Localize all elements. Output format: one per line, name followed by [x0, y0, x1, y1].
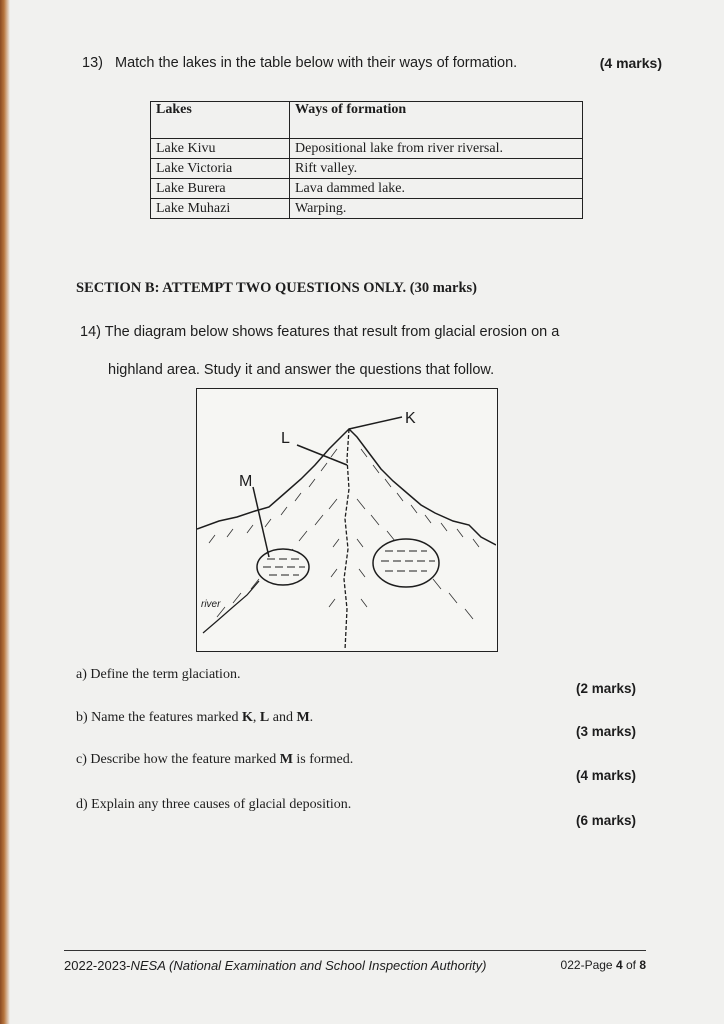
sub-letter: b): [76, 710, 88, 725]
question-marks: (4 marks): [599, 55, 662, 71]
table-header-row: [151, 102, 583, 139]
sub-text: .: [309, 710, 314, 725]
question-14d: [76, 797, 636, 828]
question-number: 13): [82, 55, 103, 71]
bold-m: M: [279, 752, 293, 767]
question-14a: [76, 667, 636, 696]
sub-text: Explain any three causes of glacial deposition.: [91, 797, 352, 812]
bold-k: K: [242, 710, 253, 725]
label-l: L: [281, 430, 290, 447]
k-pointer: [349, 417, 402, 429]
question-14c: [76, 752, 636, 783]
table-row: [151, 179, 583, 199]
table-cell: Lake Muhazi: [151, 199, 290, 219]
page-total: 8: [639, 958, 646, 972]
l-pointer: [297, 445, 347, 465]
table-cell: Warping.: [290, 199, 583, 219]
m-pointer: [253, 487, 269, 557]
question-14: [80, 313, 640, 389]
label-m: M: [239, 473, 253, 490]
bold-m: M: [296, 710, 310, 725]
arete-ridge: [344, 429, 349, 650]
diagram-drawing: [197, 389, 496, 650]
sub-letter: c): [76, 752, 87, 767]
label-river: river: [201, 599, 221, 610]
sub-marks: (3 marks): [575, 724, 636, 739]
lakes-table: [150, 101, 583, 219]
page-prefix: 022-Page: [560, 958, 616, 972]
sub-marks: (4 marks): [575, 768, 636, 783]
question-text: Match the lakes in the table below with their ways of formation.: [115, 55, 518, 71]
table-cell: Rift valley.: [290, 159, 583, 179]
sub-text: and: [269, 710, 297, 725]
table-row: [151, 199, 583, 219]
sub-text: ,: [252, 710, 260, 725]
table-cell: Lava dammed lake.: [290, 179, 583, 199]
sub-text: Name the features marked: [91, 710, 242, 725]
bold-l: L: [259, 710, 270, 725]
footer-rule: [64, 950, 646, 951]
sub-letter: d): [76, 797, 88, 812]
table-row: [151, 159, 583, 179]
table-row: [151, 139, 583, 159]
glacial-erosion-diagram: [196, 388, 498, 652]
label-k: K: [405, 410, 416, 427]
sub-marks: (6 marks): [575, 813, 636, 828]
page-current: 4: [615, 958, 623, 972]
right-tarn-lake: [373, 539, 439, 587]
sub-letter: a): [76, 667, 87, 682]
sub-text: Describe how the feature marked: [90, 752, 280, 767]
column-header: Lakes: [151, 102, 290, 139]
sub-text: Define the term glaciation.: [90, 667, 241, 682]
page-footer: [64, 958, 646, 973]
sub-text: is formed.: [292, 752, 354, 767]
table-cell: Lake Kivu: [151, 139, 290, 159]
table-cell: Lake Burera: [151, 179, 290, 199]
section-heading: SECTION B: ATTEMPT TWO QUESTIONS ONLY. (30 marks): [76, 280, 477, 296]
page-edge-shadow: [0, 0, 10, 1024]
question-text-line-1: The diagram below shows features that result from glacial erosion on a: [104, 324, 560, 340]
sub-marks: (2 marks): [575, 681, 636, 696]
page-of: of: [622, 958, 640, 972]
column-header: Ways of formation: [290, 102, 583, 139]
question-number: 14): [80, 324, 101, 340]
question-13: [82, 55, 662, 71]
table-cell: Depositional lake from river riversal.: [290, 139, 583, 159]
footer-organization: NESA (National Examination and School Inspection Authority): [130, 958, 487, 973]
footer-year: 2022-2023-: [64, 958, 131, 973]
page-number: [561, 958, 646, 973]
table-cell: Lake Victoria: [151, 159, 290, 179]
question-14b: [76, 710, 636, 739]
question-text-line-2: highland area. Study it and answer the questions that follow.: [108, 362, 495, 378]
